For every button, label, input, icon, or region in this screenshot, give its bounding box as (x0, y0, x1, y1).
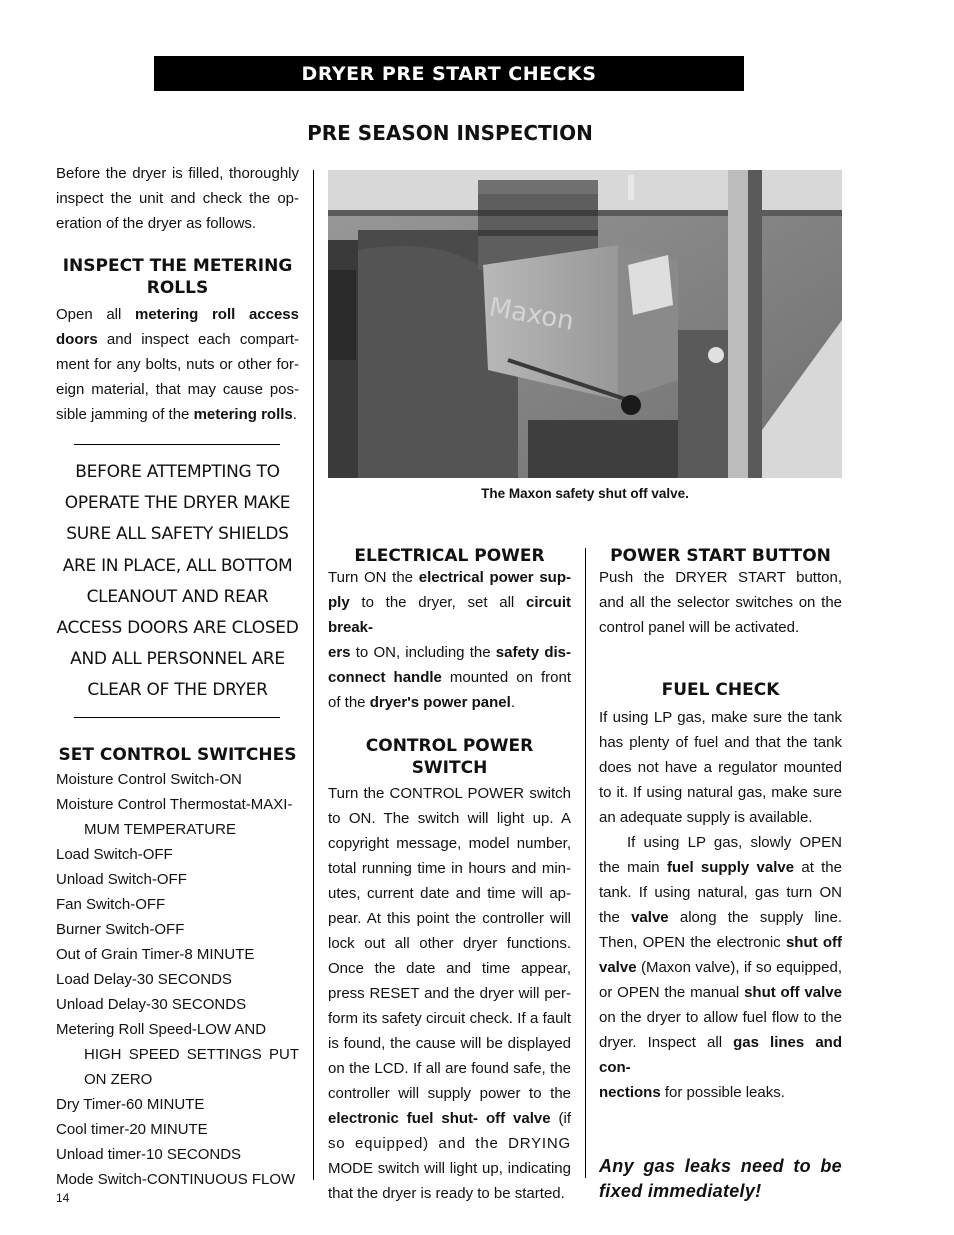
power-start-line: and all the selector switches on the (599, 594, 842, 611)
maxon-label: Maxon (486, 292, 577, 337)
power-start-line: control panel will be activated. (599, 619, 800, 636)
fuel-line: If using LP gas, slowly OPEN (627, 834, 842, 851)
warning-line: CLEAR OF THE DRYER (87, 680, 268, 701)
list-item: ON ZERO (84, 1070, 153, 1088)
middle-column (328, 545, 571, 1206)
electrical-line: connect handle mounted on front (328, 669, 571, 686)
photo-caption: The Maxon safety shut off valve. (481, 486, 689, 501)
fuel-line: the main fuel supply valve at the (599, 859, 842, 876)
control-line: controller will supply power to the (328, 1085, 571, 1102)
left-column (56, 161, 299, 1192)
electrical-paragraph (328, 565, 571, 715)
control-line: electronic fuel shut- off valve (if (328, 1110, 571, 1127)
power-start-line: Push the DRYER START button, (599, 569, 842, 586)
metering-heading (56, 255, 299, 299)
switch-settings-list (56, 767, 299, 1192)
metering-line: eign material, that may cause pos- (56, 381, 299, 398)
control-power-paragraph (328, 781, 571, 1206)
intro-line: Before the dryer is filled, thoroughly (56, 165, 299, 182)
list-item: Mode Switch-CONTINUOUS FLOW (56, 1170, 296, 1188)
photo-illustration (328, 170, 842, 478)
switches-heading: SET CONTROL SWITCHES (58, 744, 297, 765)
list-item: Load Switch-OFF (56, 845, 173, 863)
metering-heading-line: INSPECT THE METERING (62, 256, 293, 276)
maxon-valve-photo (328, 170, 842, 478)
fuel-line: does not have a regulator mounted (599, 759, 842, 776)
fuel-line: on the dryer to allow fuel flow to the (599, 1009, 842, 1026)
list-item: Unload Switch-OFF (56, 870, 187, 888)
list-item: Moisture Control Thermostat-MAXI- (56, 795, 293, 813)
warning-line: ARE IN PLACE, ALL BOTTOM (62, 555, 293, 576)
fuel-line: or OPEN the manual shut off valve (599, 984, 842, 1001)
page-number: 14 (56, 1191, 70, 1205)
intro-line: inspect the unit and check the op- (56, 190, 299, 207)
control-line: copyright message, model number, (328, 835, 571, 852)
list-item: Moisture Control Switch-ON (56, 770, 242, 788)
control-line: on the LCD. If all are found safe, the (328, 1060, 571, 1077)
list-item: HIGH SPEED SETTINGS PUT (84, 1045, 299, 1063)
control-line: is found, the cause will be displayed (328, 1035, 571, 1052)
warning-line: AND ALL PERSONNEL ARE (70, 649, 285, 670)
control-line: so equipped) and the DRYING (328, 1135, 571, 1152)
metering-line: Open all metering roll access (56, 306, 299, 323)
control-power-heading-line: SWITCH (411, 758, 488, 778)
control-line: that the dryer is ready to be started. (328, 1185, 565, 1202)
fuel-line: the valve along the supply line. (599, 909, 842, 926)
gas-warning-line: Any gas leaks need to be (599, 1156, 842, 1176)
right-column (599, 545, 842, 1204)
divider-bottom (74, 717, 280, 718)
warning-line: CLEANOUT AND REAR (86, 586, 269, 607)
column-divider-left (313, 170, 314, 1180)
control-line: press RESET and the dryer will per- (328, 985, 571, 1002)
list-item: Unload Delay-30 SECONDS (56, 995, 247, 1013)
list-item: Metering Roll Speed-LOW AND (56, 1020, 267, 1038)
electrical-line: Turn ON the electrical power sup- (328, 569, 572, 586)
fuel-line: If using LP gas, make sure the tank (599, 709, 842, 726)
fuel-line: Then, OPEN the electronic shut off (599, 934, 843, 951)
control-line: pear. At this point the controller will (328, 910, 571, 927)
power-start-heading: POWER START BUTTON (610, 546, 831, 566)
metering-line: sible jamming of the metering rolls. (56, 406, 297, 423)
control-line: lock out all other dryer functions. (328, 935, 571, 952)
fuel-line: has plenty of fuel and that the tank (599, 734, 842, 751)
list-item: Load Delay-30 SECONDS (56, 970, 232, 988)
list-item: Out of Grain Timer-8 MINUTE (56, 945, 255, 963)
control-line: Once the date and time appear, (328, 960, 571, 977)
metering-line: doors and inspect each compart- (56, 331, 299, 348)
list-item: Dry Timer-60 MINUTE (56, 1095, 205, 1113)
intro-paragraph (56, 161, 299, 236)
section-header-bar (154, 56, 744, 91)
fuel-line: nections for possible leaks. (599, 1084, 785, 1101)
electrical-line: ply to the dryer, set all circuit break- (328, 594, 571, 636)
list-item: Unload timer-10 SECONDS (56, 1145, 242, 1163)
list-item: Fan Switch-OFF (56, 895, 166, 913)
control-line: to ON. The switch will light up. A (328, 810, 571, 827)
warning-line: ACCESS DOORS ARE CLOSED (56, 618, 299, 639)
fuel-line: an adequate supply is available. (599, 809, 813, 826)
power-start-paragraph (599, 565, 842, 640)
fuel-line: dryer. Inspect all gas lines and con- (599, 1034, 842, 1076)
electrical-line: ers to ON, including the safety dis- (328, 644, 571, 661)
control-power-heading (328, 735, 571, 779)
fuel-line: tank. If using natural, gas turn ON (599, 884, 842, 901)
control-power-heading-line: CONTROL POWER (365, 736, 534, 756)
column-divider-right (585, 548, 586, 1178)
fuel-line: to it. If using natural gas, make sure (599, 784, 842, 801)
warning-line: BEFORE ATTEMPTING TO (75, 462, 280, 482)
section-header-title: DRYER PRE START CHECKS (301, 62, 597, 85)
control-line: total running time in hours and min- (328, 860, 571, 877)
divider-top (74, 444, 280, 445)
metering-line: ment for any bolts, nuts or other for- (56, 356, 299, 373)
intro-line: eration of the dryer as follows. (56, 215, 257, 232)
control-line: form its safety circuit check. If a fault (328, 1010, 571, 1027)
fuel-line: valve (Maxon valve), if so equipped, (599, 959, 842, 976)
electrical-heading: ELECTRICAL POWER (354, 546, 545, 566)
control-line: utes, current date and time will ap- (328, 885, 571, 902)
control-line: MODE switch will light up, indicating (328, 1160, 571, 1177)
list-item: Cool timer-20 MINUTE (56, 1120, 208, 1138)
page-title: PRE SEASON INSPECTION (307, 121, 593, 145)
control-line: Turn the CONTROL POWER switch (328, 785, 571, 802)
gas-leak-warning (599, 1154, 842, 1204)
fuel-paragraph (599, 705, 842, 1105)
metering-heading-line: ROLLS (146, 278, 209, 298)
warning-line: OPERATE THE DRYER MAKE (64, 493, 291, 514)
electrical-line: of the dryer's power panel. (328, 694, 515, 711)
list-item: Burner Switch-OFF (56, 920, 185, 938)
safety-warning (56, 457, 299, 707)
fuel-heading: FUEL CHECK (661, 680, 780, 700)
warning-line: SURE ALL SAFETY SHIELDS (66, 524, 289, 545)
gas-warning-line: fixed immediately! (599, 1181, 762, 1201)
metering-paragraph (56, 302, 299, 427)
list-item: MUM TEMPERATURE (84, 820, 236, 838)
